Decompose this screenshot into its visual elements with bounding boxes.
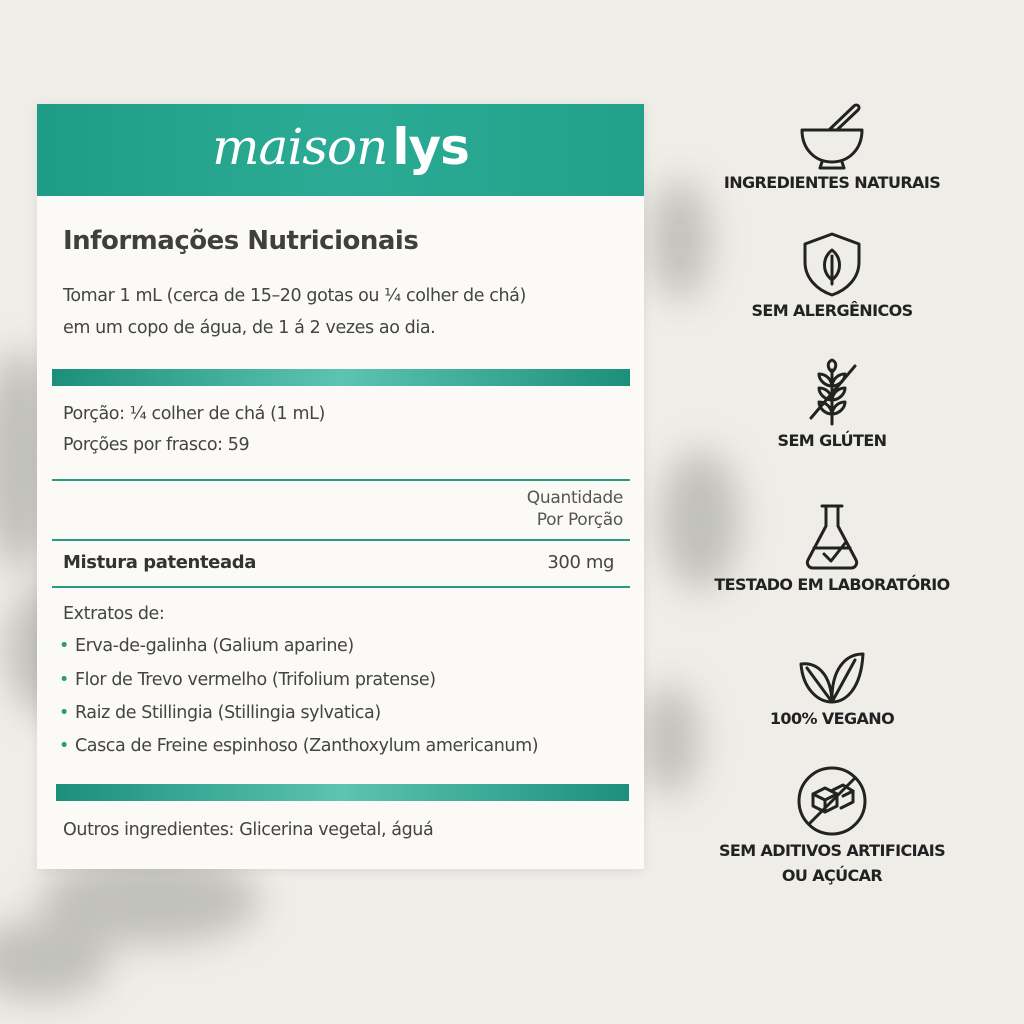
divider-line xyxy=(52,586,630,588)
amount-header-line-2: Por Porção xyxy=(536,510,623,530)
blend-amount: 300 mg xyxy=(547,552,614,573)
extract-item xyxy=(59,636,354,656)
shield-leaf-icon xyxy=(797,230,867,298)
directions-line-2: em um copo de água, de 1 á 2 vezes ao dia. xyxy=(63,318,436,338)
servings-per-bottle: Porções por frasco: 59 xyxy=(63,435,250,455)
feature-label: SEM GLÚTEN xyxy=(777,431,887,450)
divider-line xyxy=(52,539,630,541)
feature-vegan xyxy=(690,646,974,731)
extract-item xyxy=(59,670,436,690)
blend-name: Mistura patenteada xyxy=(63,552,256,573)
divider-line xyxy=(52,479,630,481)
feature-label: TESTADO EM LABORATÓRIO xyxy=(714,575,950,594)
feature-natural-ingredients xyxy=(690,100,974,195)
extract-item-text: Casca de Freine espinhoso (Zanthoxylum americanum) xyxy=(74,736,539,756)
other-ingredients: Outros ingredientes: Glicerina vegetal, águá xyxy=(63,820,434,840)
mortar-pestle-icon xyxy=(794,100,870,170)
feature-label: SEM ALERGÊNICOS xyxy=(751,301,913,320)
feature-gluten-free xyxy=(690,358,974,453)
extract-item xyxy=(59,736,538,756)
feature-label-line-1: SEM ADITIVOS ARTIFICIAIS xyxy=(718,841,946,860)
no-wheat-icon xyxy=(797,358,867,428)
brand-logo-part1: maison xyxy=(212,118,388,176)
brand-logo-part2: lys xyxy=(392,118,469,176)
amount-per-serving-header xyxy=(527,487,623,531)
extracts-heading: Extratos de: xyxy=(63,604,165,624)
no-sugar-icon xyxy=(795,764,869,838)
vegan-leaves-icon xyxy=(797,646,867,706)
serving-size: Porção: ¼ colher de chá (1 mL) xyxy=(63,404,325,424)
brand-logo xyxy=(37,118,644,176)
bullet-icon: • xyxy=(59,736,69,756)
feature-label-line-2: OU AÇÚCAR xyxy=(781,866,883,885)
directions-line-1: Tomar 1 mL (cerca de 15–20 gotas ou ¼ colher de chá) xyxy=(63,286,526,306)
bullet-icon: • xyxy=(59,703,69,723)
feature-label: 100% VEGANO xyxy=(769,709,895,728)
label-title: Informações Nutricionais xyxy=(63,226,419,256)
feature-label: INGREDIENTES NATURAIS xyxy=(723,173,941,192)
feature-no-allergens xyxy=(690,230,974,323)
extract-item xyxy=(59,703,381,723)
bullet-icon: • xyxy=(59,636,69,656)
lab-flask-icon xyxy=(800,502,864,572)
extract-item-text: Erva-de-galinha (Galium aparine) xyxy=(74,636,354,656)
amount-header-line-1: Quantidade xyxy=(526,488,623,508)
extract-item-text: Flor de Trevo vermelho (Trifolium pratense) xyxy=(74,670,436,690)
brand-header xyxy=(37,104,644,196)
feature-no-additives-sugar xyxy=(690,764,974,888)
nutrition-label-panel xyxy=(37,104,644,869)
teal-divider-band xyxy=(56,784,629,801)
bullet-icon: • xyxy=(59,670,69,690)
extract-item-text: Raiz de Stillingia (Stillingia sylvatica) xyxy=(74,703,381,723)
feature-lab-tested xyxy=(690,502,974,597)
teal-divider-band xyxy=(52,369,630,386)
